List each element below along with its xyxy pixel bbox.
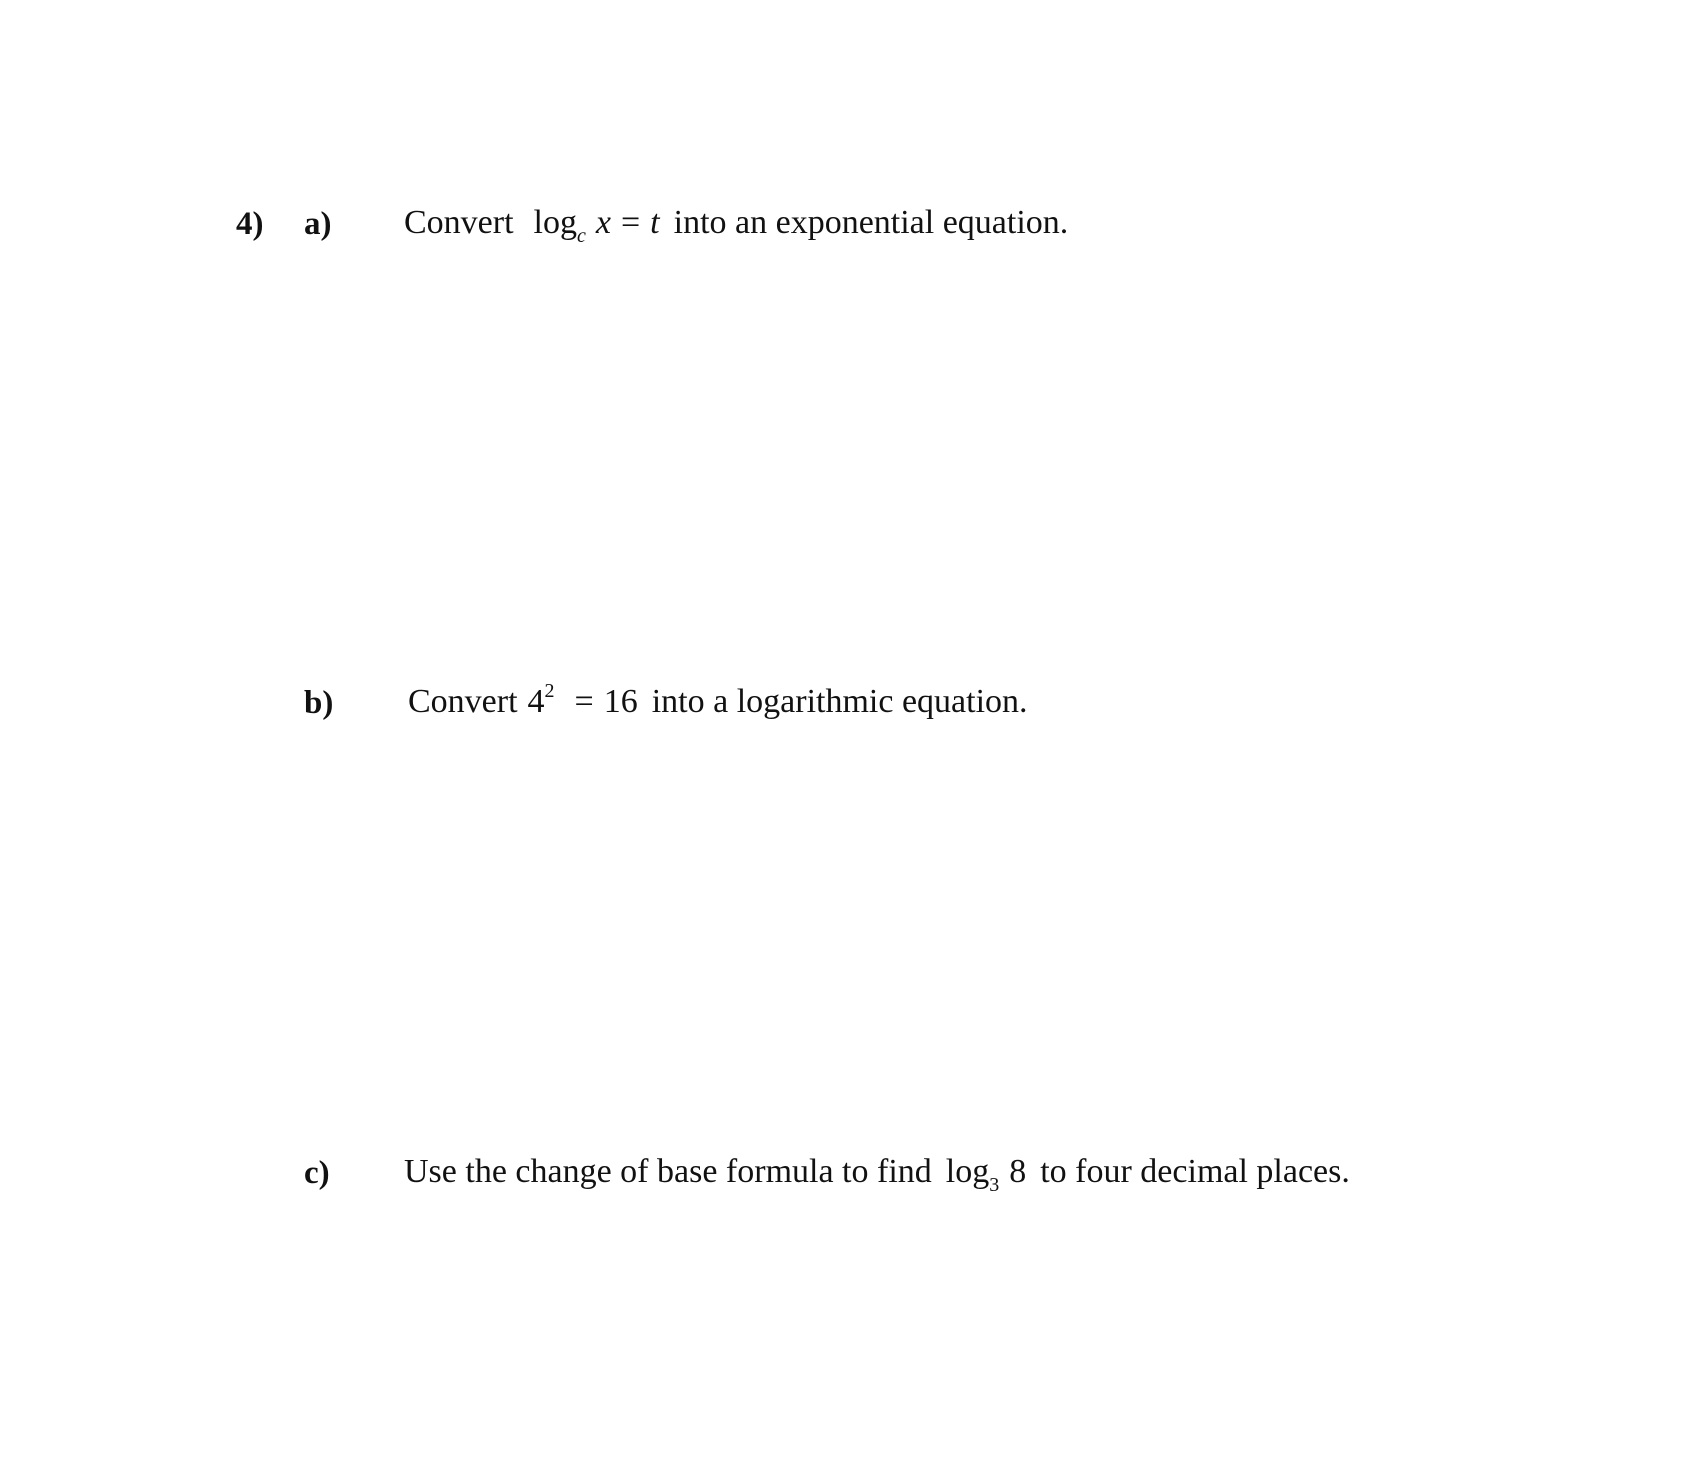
part-a-before: Convert	[404, 204, 514, 241]
part-a-log-base: c	[577, 225, 586, 247]
part-c-after: to four decimal places.	[1040, 1153, 1350, 1190]
part-c-log-fn: log	[945, 1153, 990, 1190]
part-c-before: Use the change of base formula to find	[404, 1153, 932, 1190]
part-a-equals: =	[620, 204, 641, 241]
part-b-equals: =	[574, 683, 594, 720]
part-b-before: Convert	[408, 683, 518, 720]
question-number: 4)	[236, 206, 264, 242]
part-b-exponent: 2	[544, 680, 555, 702]
part-c-prompt	[404, 1153, 1350, 1196]
part-b-label: b)	[304, 685, 334, 721]
part-a-label: a)	[304, 206, 332, 242]
part-a-log-fn: log	[533, 204, 577, 241]
part-b-after: into a logarithmic equation.	[651, 683, 1028, 720]
part-a-rhs: t	[650, 204, 660, 241]
part-c-log-base: 3	[989, 1174, 1000, 1196]
part-b-base: 4	[527, 683, 545, 720]
part-a-prompt	[404, 204, 1069, 247]
part-b-rhs: 16	[603, 683, 638, 720]
part-a-log-arg: x	[595, 204, 611, 241]
part-a-after: into an exponential equation.	[673, 204, 1069, 241]
part-c-label: c)	[304, 1155, 330, 1191]
part-b-prompt	[408, 680, 1028, 720]
part-c-log-arg: 8	[1009, 1153, 1027, 1190]
